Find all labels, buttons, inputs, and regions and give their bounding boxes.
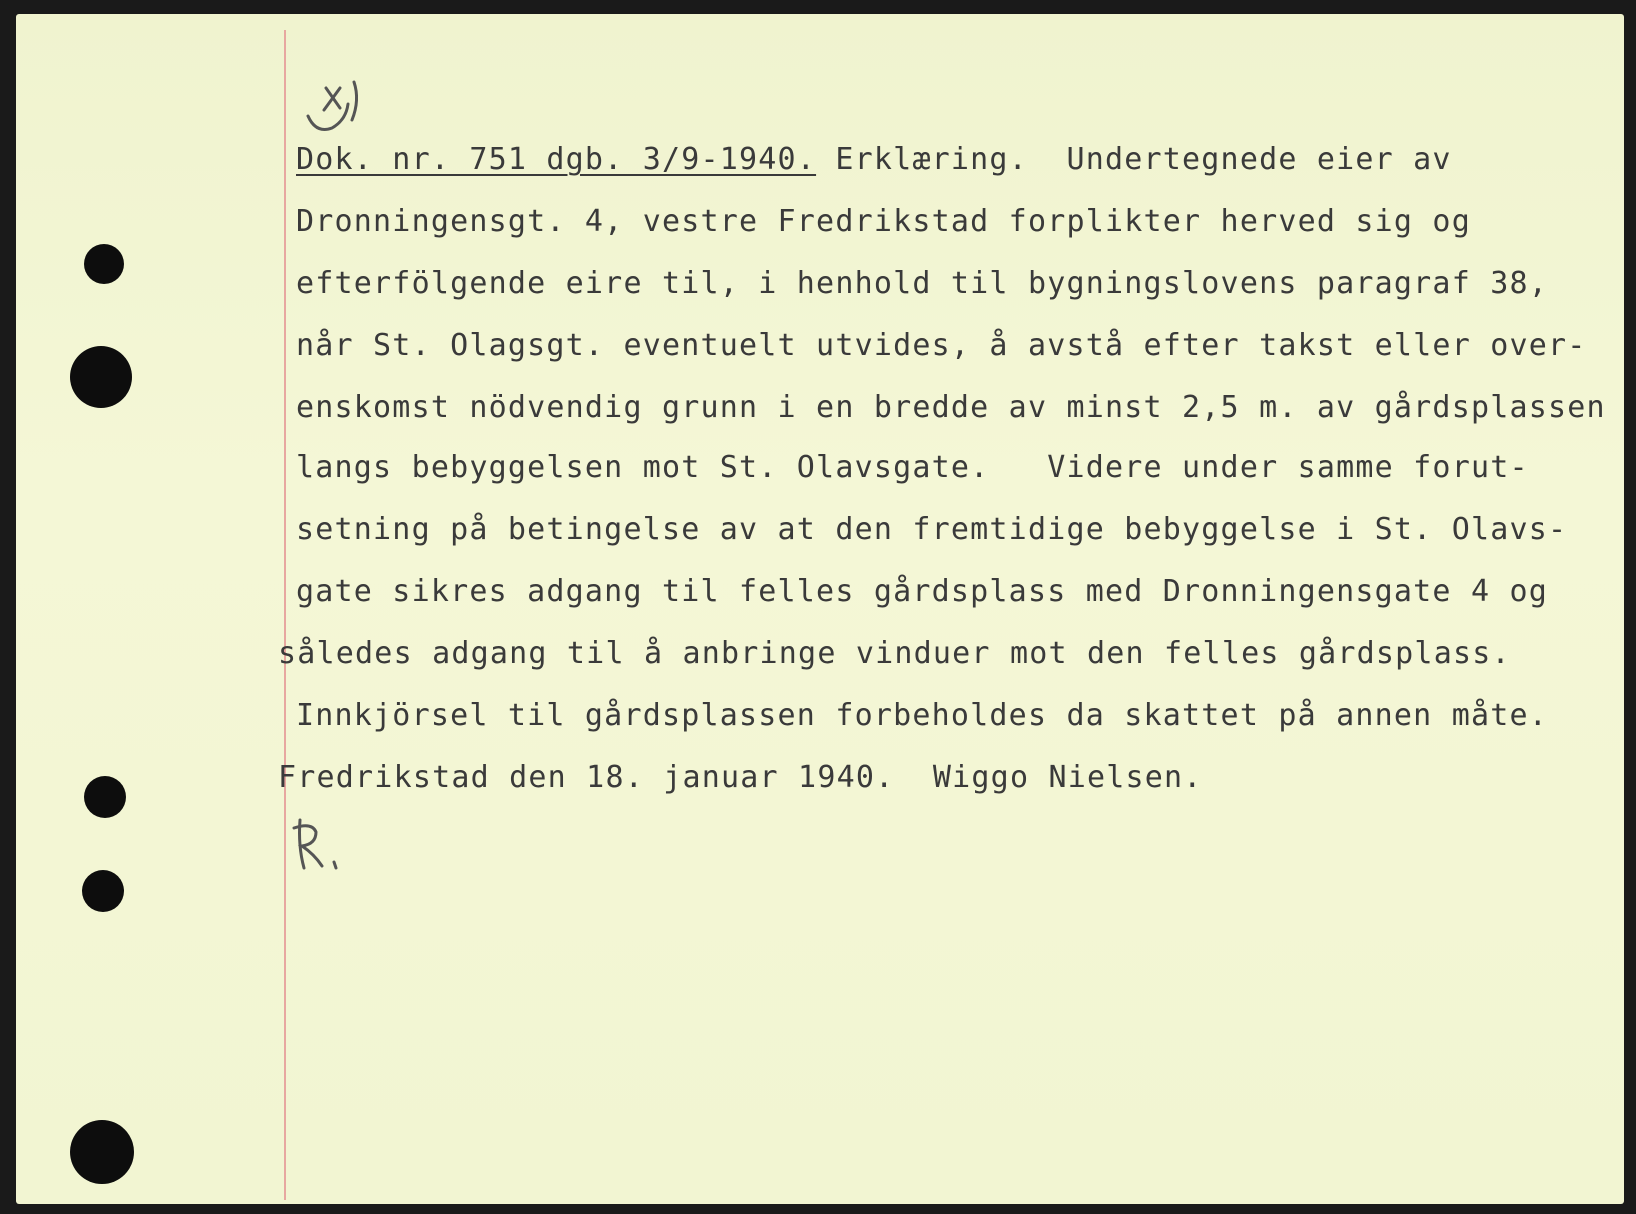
line-10: Innkjörsel til gårdsplassen forbeholdes da skattet på annen måte. bbox=[296, 698, 1548, 733]
line-5: enskomst nödvendig grunn i en bredde av minst 2,5 m. av gårdsplassen bbox=[296, 390, 1606, 425]
line-2: Dronningensgt. 4, vestre Fredrikstad forplikter herved sig og bbox=[296, 204, 1471, 239]
typed-text-block bbox=[16, 14, 1624, 1204]
line-3: efterfölgende eire til, i henhold til bygningslovens paragraf 38, bbox=[296, 266, 1548, 301]
document-card bbox=[16, 14, 1624, 1204]
line-1 bbox=[296, 140, 1452, 180]
line-4: når St. Olagsgt. eventuelt utvides, å avstå efter takst eller over- bbox=[296, 328, 1587, 363]
line-6: langs bebyggelsen mot St. Olavsgate. Videre under samme forut- bbox=[296, 450, 1529, 485]
line-11: Fredrikstad den 18. januar 1940. Wiggo Nielsen. bbox=[278, 760, 1203, 795]
line-8: gate sikres adgang til felles gårdsplass med Dronningensgate 4 og bbox=[296, 574, 1548, 609]
line-1-text: Erklæring. Undertegnede eier av bbox=[816, 142, 1452, 177]
handwritten-mark-bottom bbox=[290, 810, 360, 880]
document-reference: Dok. nr. 751 dgb. 3/9-1940. bbox=[296, 142, 817, 177]
line-9: således adgang til å anbringe vinduer mot den felles gårdsplass. bbox=[278, 636, 1511, 671]
line-7: setning på betingelse av at den fremtidige bebyggelse i St. Olavs- bbox=[296, 512, 1568, 547]
